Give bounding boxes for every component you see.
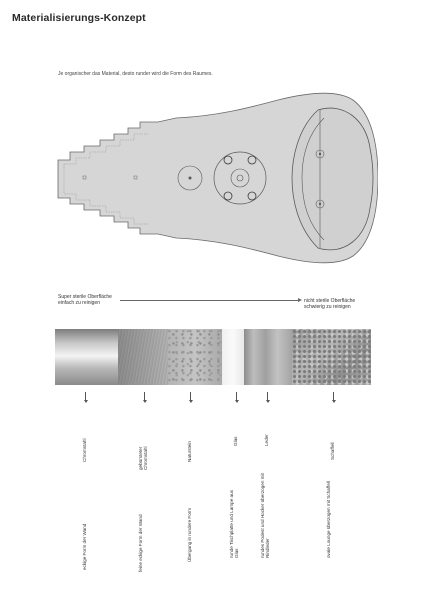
pointer-naturstein — [190, 392, 191, 402]
swatch-glas — [222, 329, 244, 385]
material-name-gebuerster-chromstahl — [138, 426, 148, 470]
scale-left-label — [58, 294, 112, 306]
material-name-schaffell: Schaffell — [330, 442, 335, 460]
stool — [248, 156, 256, 164]
pointer-chromstahl — [85, 392, 86, 402]
scale-left-line2: einfach zu reinigen — [58, 300, 100, 306]
material-desc-naturstein: Übergang in rundere Form — [187, 507, 192, 562]
stool — [224, 156, 232, 164]
pointer-glas — [236, 392, 237, 402]
material-desc-leder-text: rundes Podest und Hocker überzogen mit Rindleder — [260, 473, 271, 558]
pointer-leder — [267, 392, 268, 402]
scale-arrow-head — [298, 298, 302, 302]
pointer-gebuerster-chromstahl — [144, 392, 145, 402]
page-title: Materialisierungs-Konzept — [12, 12, 146, 24]
swatch-chromstahl — [55, 329, 118, 385]
concept-statement: Je organischer das Material, desto runder wird die Form des Raumes. — [58, 71, 213, 77]
material-name-glas: Glas — [233, 436, 238, 446]
swatch-gebuerster-chromstahl — [118, 329, 168, 385]
floor-plan — [48, 88, 378, 268]
scale-arrow-line — [120, 300, 300, 301]
swatch-naturstein — [168, 329, 222, 385]
lounge-oval — [292, 108, 373, 250]
material-name-gebuerster-chromstahl-text: gebürsteter Chromstahl — [138, 446, 148, 470]
material-desc-gebuerster-chromstahl: feine eckige Form der Wand — [138, 514, 143, 572]
scale-right-label — [304, 298, 355, 310]
stool — [248, 192, 256, 200]
material-desc-leder — [260, 462, 271, 558]
scale-right-line1: nicht sterile Oberfläche — [304, 298, 356, 304]
scale-right-line2: schwierig zu reinigen — [304, 304, 351, 310]
material-desc-glas — [229, 490, 240, 558]
swatch-leder — [244, 329, 292, 385]
material-desc-schaffell-text: ovale Lounge überzogen mit Schaffell — [326, 481, 331, 558]
swatch-schaffell — [292, 329, 371, 385]
pointer-schaffell — [333, 392, 334, 402]
material-desc-chromstahl: eckige Form der Wand — [82, 523, 87, 570]
material-desc-glas-text: runde Tischplatte und Lampe aus Glas — [229, 490, 240, 558]
material-name-chromstahl: Chromstahl — [82, 438, 87, 462]
material-name-naturstein: Naturstein — [187, 441, 192, 462]
material-desc-schaffell — [326, 462, 331, 558]
scale-left-line1: Super sterile Oberfläche — [58, 294, 112, 300]
stool — [224, 192, 232, 200]
material-name-leder: Leder — [264, 434, 269, 446]
